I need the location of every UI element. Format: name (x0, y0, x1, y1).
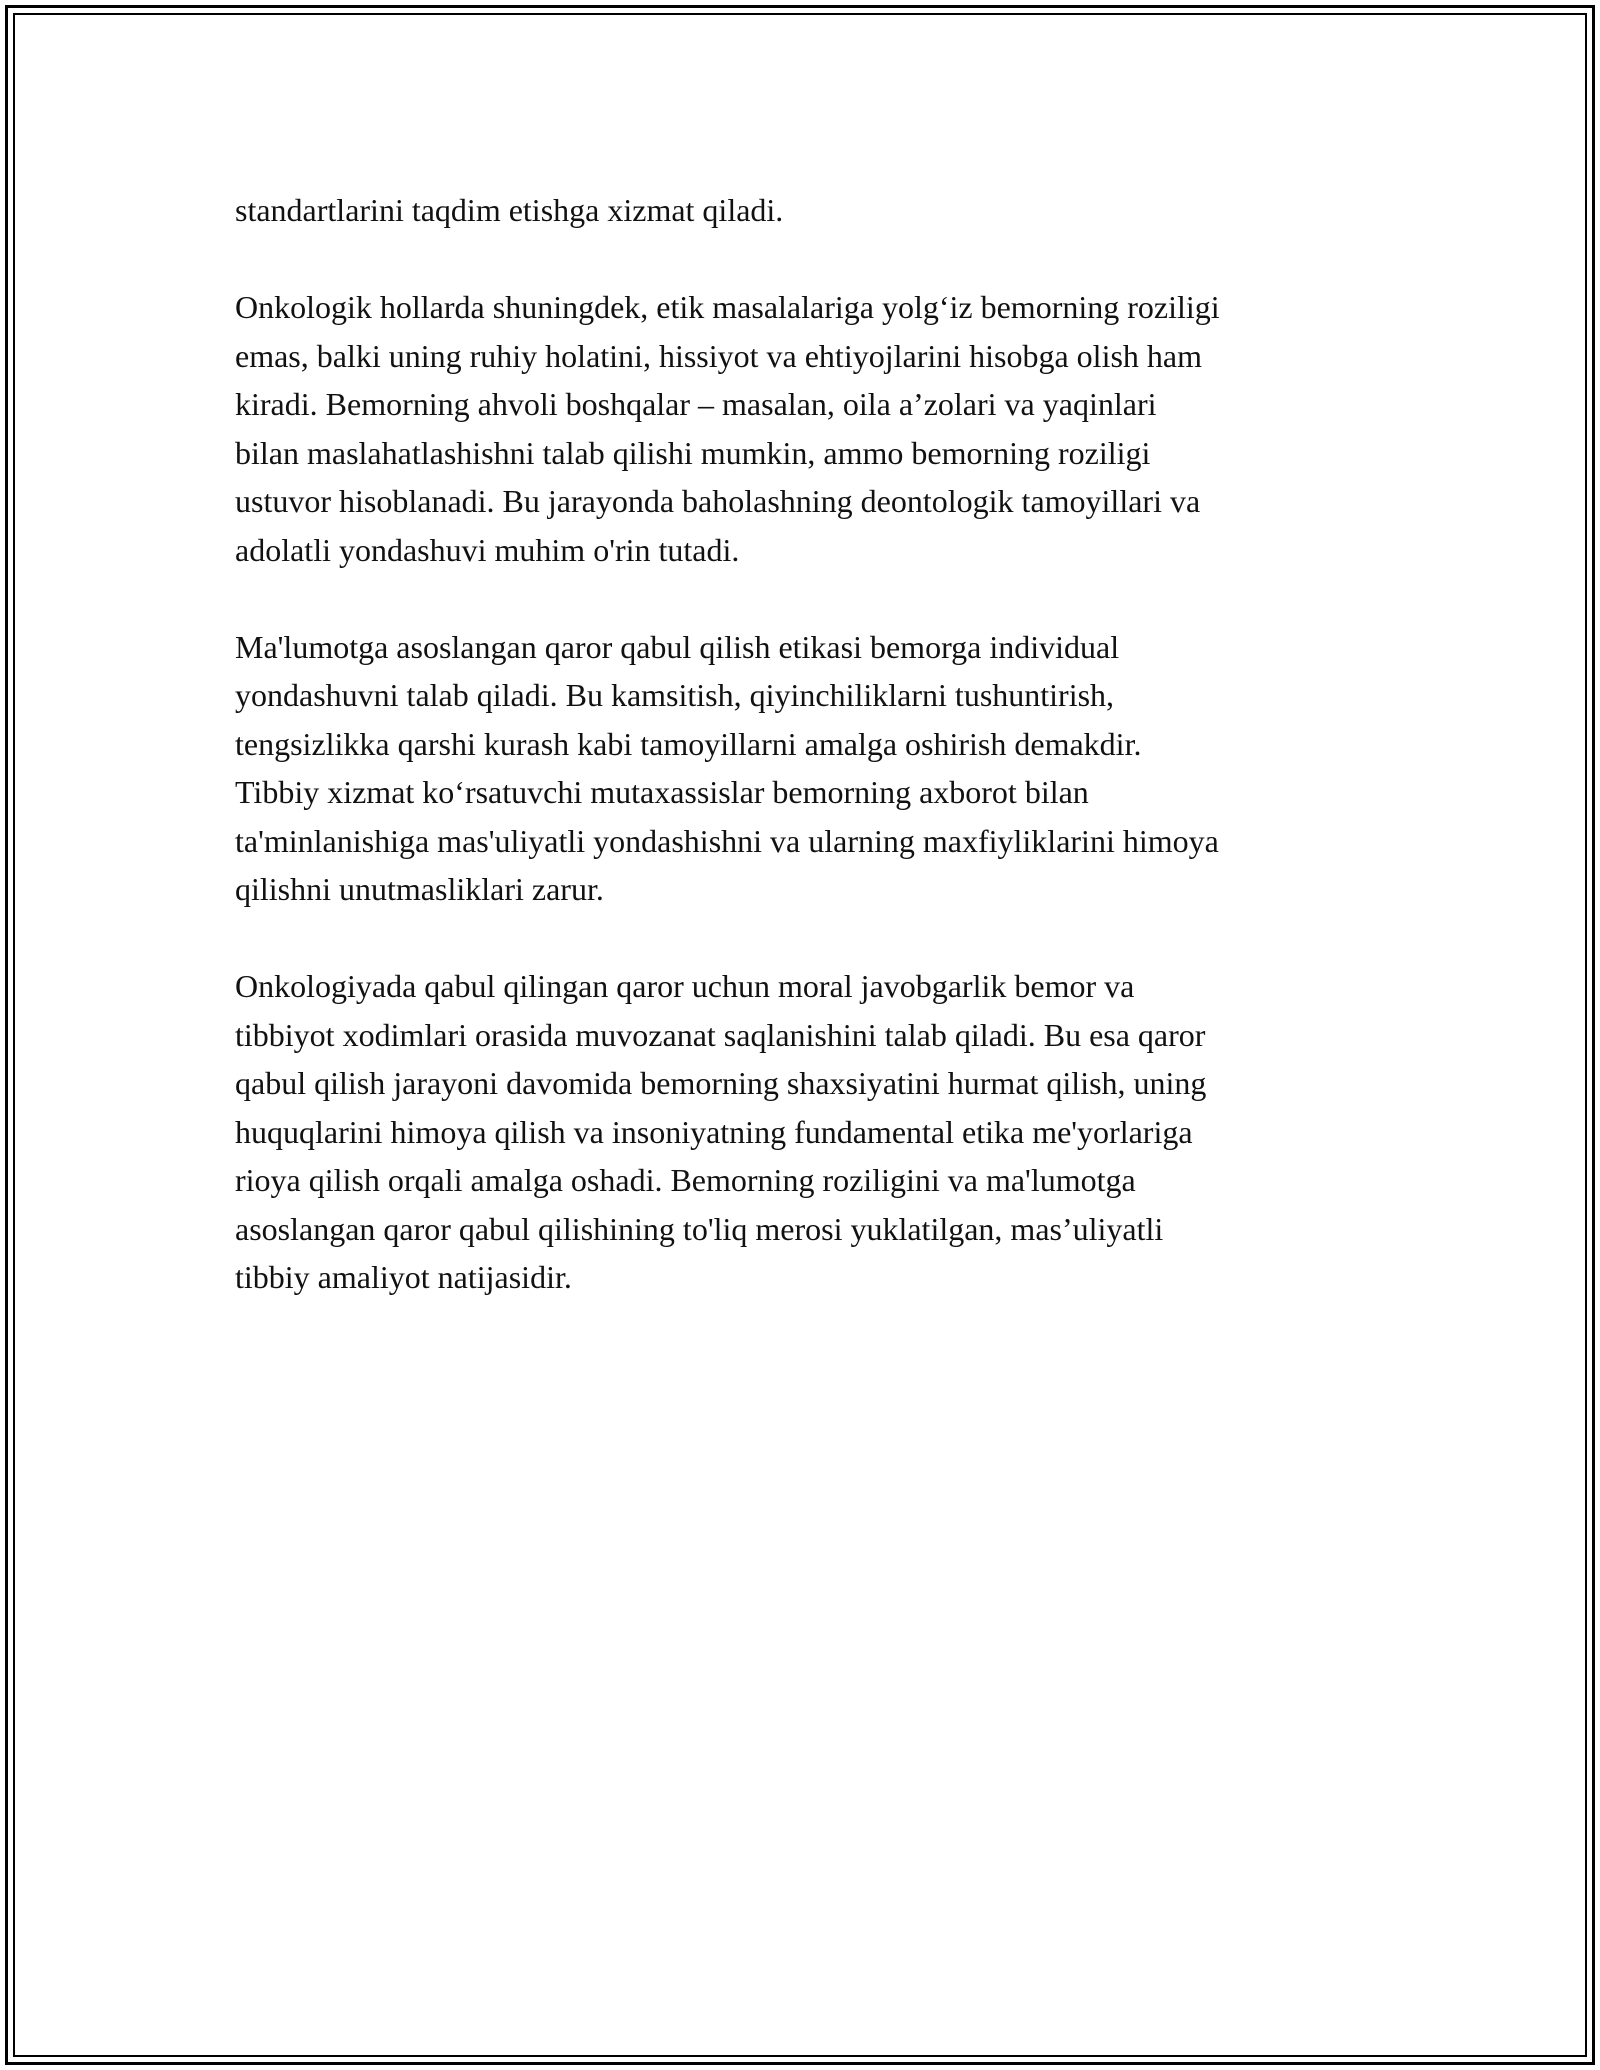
text-line: kiradi. Bemorning ahvoli boshqalar – masalan, oila a’zolari va yaqinlari (235, 386, 1157, 422)
text-line: adolatli yondashuvi muhim o'rin tutadi. (235, 531, 740, 568)
text-line: ta'minlanishiga mas'uliyatli yondashishni va ularning maxfiyliklarini himoya (235, 822, 1219, 859)
document-body (235, 186, 1375, 1350)
text-line: tibbiyot xodimlari orasida muvozanat saqlanishini talab qiladi. Bu esa qaror (235, 1016, 1206, 1053)
text-line: Tibbiy xizmat ko‘rsatuvchi mutaxassislar bemorning axborot bilan (235, 774, 1089, 810)
text-line: ustuvor hisoblanadi. Bu jarayonda baholashning deontologik tamoyillari va (235, 483, 1201, 519)
text-line: Ma'lumotga asoslangan qaror qabul qilish etikasi bemorga individual (235, 628, 1120, 665)
text-line: tengsizlikka qarshi kurash kabi tamoyillarni amalga oshirish demakdir. (235, 725, 1142, 762)
text-line: rioya qilish orqali amalga oshadi. Bemorning roziligini va ma'lumotga (235, 1162, 1136, 1198)
text-line: yondashuvni talab qiladi. Bu kamsitish, qiyinchiliklarni tushuntirish, (235, 677, 1115, 713)
text-line: qabul qilish jarayoni davomida bemorning shaxsiyatini hurmat qilish, uning (235, 1065, 1207, 1101)
text-line: huquqlarini himoya qilish va insoniyatning fundamental etika me'yorlariga (235, 1113, 1193, 1150)
paragraph-2 (235, 283, 1375, 574)
paragraph-1 (235, 186, 1375, 235)
text-line: tibbiy amaliyot natijasidir. (235, 1259, 572, 1295)
text-line: qilishni unutmasliklari zarur. (235, 871, 604, 907)
paragraph-3 (235, 623, 1375, 914)
text-line: standartlarini taqdim etishga xizmat qiladi. (235, 192, 784, 228)
text-line: Onkologiyada qabul qilingan qaror uchun moral javobgarlik bemor va (235, 968, 1135, 1004)
text-line: Onkologik hollarda shuningdek, etik masalalariga yolg‘iz bemorning roziligi (235, 289, 1220, 325)
text-line: asoslangan qaror qabul qilishining to'liq merosi yuklatilgan, mas’uliyatli (235, 1210, 1164, 1247)
text-line: emas, balki uning ruhiy holatini, hissiyot va ehtiyojlarini hisobga olish ham (235, 337, 1202, 374)
paragraph-4 (235, 962, 1375, 1302)
text-line: bilan maslahatlashishni talab qilishi mumkin, ammo bemorning roziligi (235, 434, 1151, 471)
